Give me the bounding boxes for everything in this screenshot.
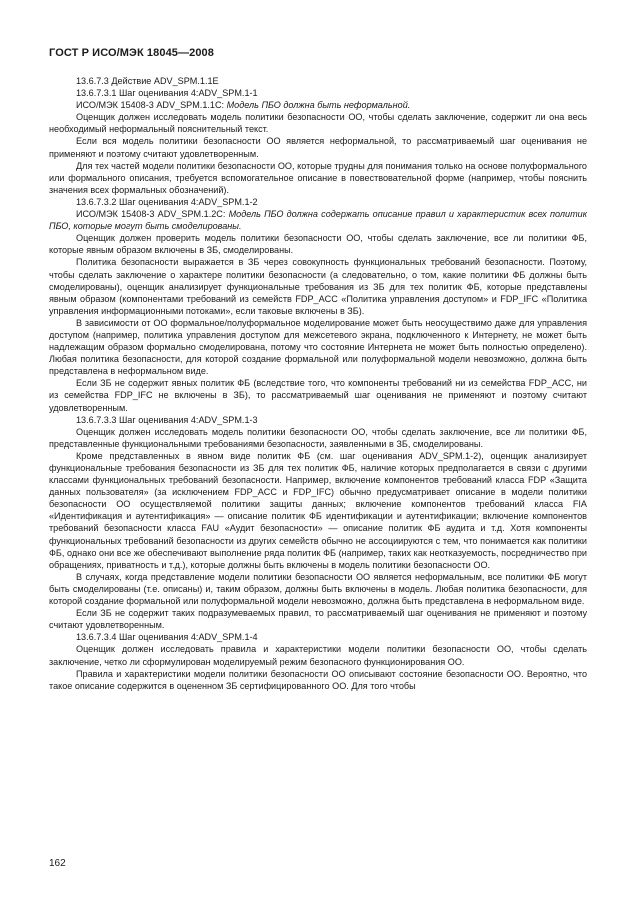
paragraph: Если ЗБ не содержит явных политик ФБ (вследствие того, что компоненты требований ни из семейства FDP_ACC, ни из семейства FDP_IFC не включены в ЗБ), то рассматриваемый шаг оценивания не применяют и поэтому считают удовлетворенным. <box>49 378 587 413</box>
page-number: 162 <box>49 858 66 869</box>
document-body <box>49 75 587 692</box>
requirement-text: Модель ПБО должна содержать описание правил и характеристик всех политик ПБО, которые могут быть смоделированы. <box>49 209 587 232</box>
paragraph <box>49 208 587 232</box>
paragraph: Правила и характеристики модели политики безопасности ОО описывают состояние безопасности ОО. Вероятно, что такое описание содержится в оцененном ЗБ сертифицированного ОО. Для того чтобы <box>49 668 587 691</box>
paragraph: Для тех частей модели политики безопасности ОО, которые трудны для понимания только на основе полуформального или формального описания, требуется вспомогательное описание в повествовательной форме (например, чтобы пояснить значения всех формальных обозначений). <box>49 160 587 195</box>
document-header: ГОСТ Р ИСО/МЭК 18045—2008 <box>49 47 214 59</box>
paragraph: В случаях, когда представление модели политики безопасности ОО является неформальным, все политики ФБ могут быть смоделированы (т.е. описаны) и, таким образом, должны быть включены в модель. Любая политика безопасности, для которой создание формальной или полуформальной модели невозможно, должна быть представлена в неформальном виде. <box>49 571 587 607</box>
paragraph: 13.6.7.3.3 Шаг оценивания 4:ADV_SPM.1-3 <box>76 414 258 425</box>
paragraph: Если ЗБ не содержит таких подразумеваемых правил, то рассматриваемый шаг оценивания не применяют и поэтому считают удовлетворенным. <box>49 608 587 631</box>
requirement-ref: ИСО/МЭК 15408-3 ADV_SPM.1.2C: <box>76 209 229 220</box>
paragraph: 13.6.7.3.2 Шаг оценивания 4:ADV_SPM.1-2 <box>76 196 258 207</box>
paragraph: В зависимости от ОО формальное/полуформальное моделирование может быть неосуществимо даже для управления доступом (например, политика управления доступом для межсетевого экрана, подключенного к Интернету, не может быть надлежащим образом формально смоделирована, потому что состояние Интернета не может быть полностью определено). Любая политика безопасности, для которой создание формальной или полуформальной модели невозможно, должна быть представлена в неформальном виде. <box>49 317 587 377</box>
requirement-text: Модель ПБО должна быть неформальной. <box>226 100 411 111</box>
paragraph: Если вся модель политики безопасности ОО является неформальной, то рассматриваемый шаг оценивания не применяют и поэтому считают удовлетворенным. <box>49 136 587 159</box>
paragraph: Кроме представленных в явном виде политик ФБ (см. шаг оценивания ADV_SPM.1-2), оценщик анализирует функциональные требования безопасности из ЗБ для тех политик ФБ, наличие которых предполагается в связи с другими классами функциональных требований безопасности. Например, включение компонентов требований класса FDP «Защита данных пользователя» (за исключением FDP_ACC и FDP_IFC) обычно предусматривает описание в модели политики безопасности ОО осуществляемой политики защиты данных; включение компонентов требований класса FIA «Идентификация и аутентификация» — описание политик ФБ идентификации и аутентификации; включение компонентов требований безопасности класса FAU «Аудит безопасности» — описание политик ФБ аудита и т.д. Хотя компоненты функциональных требований безопасности из других семейств обычно не ассоциируются с тем, что понимается как политики ФБ, однако они все же обеспечивают выполнение ряда политик ФБ (например, таких как неотказуемость, посредничество при обращениях, приватность и т.д.), которые должны быть включены в модель политики безопасности ОО. <box>49 450 587 570</box>
paragraph: Оценщик должен проверить модель политики безопасности ОО, чтобы сделать заключение, все ли политики ФБ, которые явным образом включены в ЗБ, смоделированы. <box>49 233 587 256</box>
paragraph: 13.6.7.3.1 Шаг оценивания 4:ADV_SPM.1-1 <box>76 88 258 99</box>
paragraph: Оценщик должен исследовать модель политики безопасности ОО, чтобы сделать заключение, содержит ли она весь необходимый неформальный пояснительный текст. <box>49 112 587 135</box>
paragraph: 13.6.7.3.4 Шаг оценивания 4:ADV_SPM.1-4 <box>76 632 258 643</box>
paragraph: Оценщик должен исследовать модель политики безопасности ОО, чтобы сделать заключение, все ли политики ФБ, представленные функциональными требованиями безопасности, заявленными в ЗБ, смоделированы. <box>49 426 587 449</box>
paragraph: Оценщик должен исследовать правила и характеристики модели политики безопасности ОО, чтобы сделать заключение, четко ли сформулирован моделируемый режим безопасного функционирования ОО. <box>49 644 587 667</box>
requirement-ref: ИСО/МЭК 15408-3 ADV_SPM.1.1C: <box>76 100 227 111</box>
paragraph: 13.6.7.3 Действие ADV_SPM.1.1E <box>76 76 219 86</box>
paragraph: Политика безопасности выражается в ЗБ через совокупность функциональных требований безопасности. Поэтому, чтобы сделать заключение о характере политики безопасности (а следовательно, о том, какие политики ФБ должны быть смоделированы), оценщик анализирует функциональные требования из ЗБ для тех политик ФБ, которые представлены явным образом (компонентами требований из семейств FDP_ACC «Политика управления доступом» и FDP_IFC «Политика управления информационными потоками», если таковые включены в ЗБ). <box>49 257 587 316</box>
paragraph <box>49 99 587 111</box>
